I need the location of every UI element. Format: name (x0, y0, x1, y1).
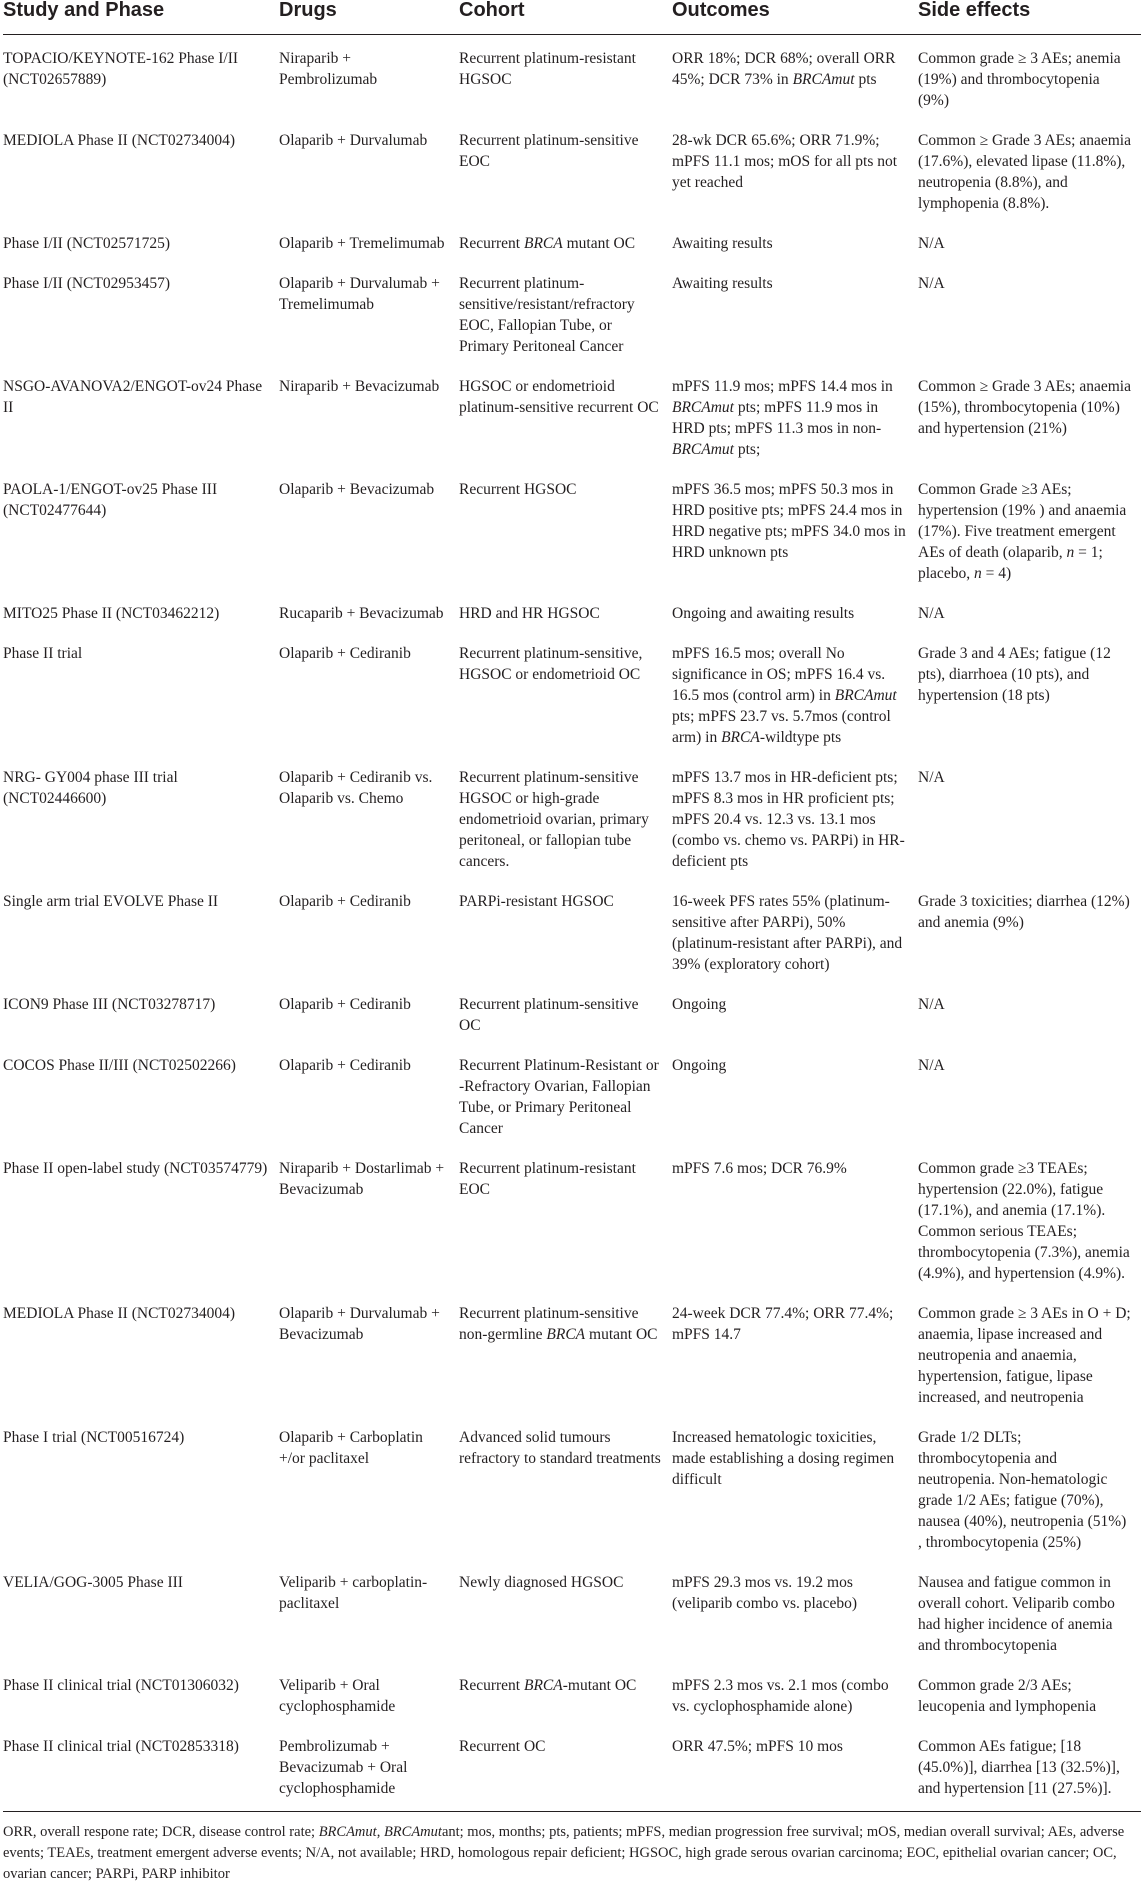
cell-outcomes: 28-wk DCR 65.6%; ORR 71.9%; mPFS 11.1 mos; mOS for all pts not yet reached (672, 132, 898, 191)
cell-drugs: Olaparib + Bevacizumab (279, 481, 435, 498)
cell-outcomes: mPFS 13.7 mos in HR-deficient pts; mPFS 8.3 mos in HR proficient pts; mPFS 20.4 vs. 12.3 vs. 13.1 mos (combo vs. chemo vs. PARPi) in HR-deficient pts (672, 769, 905, 870)
cell-outcomes: Ongoing and awaiting results (672, 605, 855, 622)
table-row (3, 1290, 1141, 1414)
cell-outcomes: Awaiting results (672, 275, 773, 292)
cell-outcomes: 24-week DCR 77.4%; ORR 77.4%; mPFS 14.7 (672, 1305, 894, 1343)
table-row (3, 35, 1141, 118)
cell-study: Phase II clinical trial (NCT02853318) (3, 1738, 239, 1755)
cell-cohort: Recurrent platinum-resistant EOC (459, 1160, 636, 1198)
cell-side-effects: Grade 3 and 4 AEs; fatigue (12 pts), diarrhoea (10 pts), and hypertension (18 pts) (918, 645, 1111, 704)
cell-study: MEDIOLA Phase II (NCT02734004) (3, 1305, 236, 1322)
cell-drugs: Olaparib + Cediranib (279, 893, 411, 910)
cell-outcomes: mPFS 36.5 mos; mPFS 50.3 mos in HRD positive pts; mPFS 24.4 mos in HRD negative pts; mPFS 34.0 mos in HRD unknown pts (672, 481, 906, 561)
cell-cohort: Recurrent OC (459, 1738, 546, 1755)
cell-side-effects: Common grade ≥ 3 AEs in O + D; anaemia, lipase increased and neutropenia and anaemia, hypertension, fatigue, lipase increased, and neutropenia (918, 1305, 1131, 1406)
table-row (3, 363, 1141, 466)
cell-study: PAOLA-1/ENGOT-ov25 Phase III (NCT02477644) (3, 481, 218, 519)
header-cohort: Cohort (459, 0, 672, 35)
cell-side-effects: Common ≥ Grade 3 AEs; anaemia (17.6%), elevated lipase (11.8%), neutropenia (8.8%), and lymphopenia (8.8%). (918, 132, 1131, 212)
cell-drugs: Niraparib + Bevacizumab (279, 378, 440, 395)
table-footnote: ORR, overall respone rate; DCR, disease control rate; BRCAmut, BRCAmutant; mos, months; pts, patients; mPFS, median progression free survival; mOS, median overall survival; AEs, adverse events; TEAEs, treatment emergent adverse events; N/A, not available; HRD, homologous repair deficient; HGSOC, high grade serous ovarian carcinoma; EOC, epithelial ovarian cancer; OC, ovarian cancer; PARPi, PARP inhibitor (3, 1824, 1125, 1882)
cell-drugs: Olaparib + Cediranib (279, 645, 411, 662)
cell-side-effects: Common grade 2/3 AEs; leucopenia and lymphopenia (918, 1677, 1097, 1715)
cell-outcomes: Increased hematologic toxicities, made establishing a dosing regimen difficult (672, 1429, 895, 1488)
table-row (3, 1723, 1141, 1811)
cell-side-effects: N/A (918, 769, 945, 786)
cell-cohort: Recurrent BRCA-mutant OC (459, 1677, 637, 1694)
cell-cohort: Recurrent platinum-resistant HGSOC (459, 50, 636, 88)
cell-outcomes: mPFS 11.9 mos; mPFS 14.4 mos in BRCAmut pts; mPFS 11.9 mos in HRD pts; mPFS 11.3 mos in non-BRCAmut pts; (672, 378, 893, 458)
table-row (3, 1559, 1141, 1662)
cell-cohort: Recurrent Platinum-Resistant or -Refractory Ovarian, Fallopian Tube, or Primary Peritoneal Cancer (459, 1057, 659, 1137)
cell-side-effects: Common grade ≥ 3 AEs; anemia (19%) and thrombocytopenia (9%) (918, 50, 1121, 109)
cell-outcomes: ORR 47.5%; mPFS 10 mos (672, 1738, 843, 1755)
cell-drugs: Olaparib + Durvalumab + Tremelimumab (279, 275, 440, 313)
cell-side-effects: Grade 1/2 DLTs; thrombocytopenia and neutropenia. Non-hematologic grade 1/2 AEs; fatigue (70%), nausea (40%), neutropenia (51%) , thrombocytopenia (25%) (918, 1429, 1127, 1551)
table-row (3, 260, 1141, 363)
cell-study: MITO25 Phase II (NCT03462212) (3, 605, 220, 622)
header-side-effects: Side effects (918, 0, 1141, 35)
cell-outcomes: ORR 18%; DCR 68%; overall ORR 45%; DCR 73% in BRCAmut pts (672, 50, 896, 88)
cell-cohort: PARPi-resistant HGSOC (459, 893, 614, 910)
cell-cohort: Newly diagnosed HGSOC (459, 1574, 624, 1591)
table-row (3, 981, 1141, 1042)
cell-outcomes: Ongoing (672, 996, 727, 1013)
cell-side-effects: N/A (918, 275, 945, 292)
table-row (3, 754, 1141, 878)
cell-study: COCOS Phase II/III (NCT02502266) (3, 1057, 236, 1074)
header-study: Study and Phase (3, 0, 279, 35)
cell-drugs: Olaparib + Durvalumab (279, 132, 428, 149)
table-row (3, 1145, 1141, 1290)
cell-side-effects: Common Grade ≥3 AEs; hypertension (19% ) and anaemia (17%). Five treatment emergent AEs of death (olaparib, n = 1; placebo, n = 4) (918, 481, 1127, 582)
cell-study: NSGO-AVANOVA2/ENGOT-ov24 Phase II (3, 378, 263, 416)
cell-study: Phase II trial (3, 645, 83, 662)
cell-study: NRG- GY004 phase III trial (NCT02446600) (3, 769, 178, 807)
cell-drugs: Olaparib + Durvalumab + Bevacizumab (279, 1305, 440, 1343)
cell-cohort: Recurrent platinum-sensitive/resistant/refractory EOC, Fallopian Tube, or Primary Peritoneal Cancer (459, 275, 635, 355)
cell-drugs: Olaparib + Cediranib (279, 996, 411, 1013)
cell-outcomes: 16-week PFS rates 55% (platinum-sensitive after PARPi), 50% (platinum-resistant after PARPi), and 39% (exploratory cohort) (672, 893, 903, 973)
cell-drugs: Olaparib + Carboplatin +/or paclitaxel (279, 1429, 423, 1467)
clinical-trials-table (3, 0, 1141, 1811)
cell-cohort: Recurrent platinum-sensitive HGSOC or high-grade endometrioid ovarian, primary peritoneal, or fallopian tube cancers. (459, 769, 649, 870)
cell-cohort: Recurrent platinum-sensitive OC (459, 996, 639, 1034)
cell-study: Phase II clinical trial (NCT01306032) (3, 1677, 239, 1694)
cell-outcomes: mPFS 16.5 mos; overall No significance in OS; mPFS 16.4 vs. 16.5 mos (control arm) in BRCAmut pts; mPFS 23.7 vs. 5.7mos (control arm) in BRCA-wildtype pts (672, 645, 897, 746)
cell-drugs: Veliparib + Oral cyclophosphamide (279, 1677, 396, 1715)
table-body (3, 35, 1141, 1812)
header-row (3, 0, 1141, 35)
header-drugs: Drugs (279, 0, 459, 35)
cell-study: Phase I/II (NCT02571725) (3, 235, 171, 252)
cell-drugs: Olaparib + Cediranib vs. Olaparib vs. Chemo (279, 769, 433, 807)
header-outcomes: Outcomes (672, 0, 918, 35)
cell-cohort: Recurrent platinum-sensitive non-germline BRCA mutant OC (459, 1305, 658, 1343)
cell-drugs: Olaparib + Tremelimumab (279, 235, 445, 252)
cell-cohort: Recurrent platinum-sensitive EOC (459, 132, 639, 170)
cell-side-effects: N/A (918, 605, 945, 622)
table-row (3, 1662, 1141, 1723)
table-row (3, 878, 1141, 981)
table-row (3, 117, 1141, 220)
cell-study: Phase I trial (NCT00516724) (3, 1429, 185, 1446)
table-row (3, 1042, 1141, 1145)
cell-outcomes: mPFS 2.3 mos vs. 2.1 mos (combo vs. cyclophosphamide alone) (672, 1677, 889, 1715)
cell-study: TOPACIO/KEYNOTE-162 Phase I/II (NCT02657889) (3, 50, 239, 88)
cell-outcomes: Awaiting results (672, 235, 773, 252)
cell-cohort: Recurrent BRCA mutant OC (459, 235, 636, 252)
cell-cohort: Recurrent HGSOC (459, 481, 577, 498)
table-row (3, 590, 1141, 630)
cell-study: Phase II open-label study (NCT03574779) (3, 1160, 268, 1177)
cell-study: Single arm trial EVOLVE Phase II (3, 893, 219, 910)
table-header (3, 0, 1141, 35)
cell-drugs: Niraparib + Pembrolizumab (279, 50, 378, 88)
cell-drugs: Rucaparib + Bevacizumab (279, 605, 444, 622)
cell-cohort: Recurrent platinum-sensitive, HGSOC or endometrioid OC (459, 645, 643, 683)
cell-cohort: HRD and HR HGSOC (459, 605, 600, 622)
cell-side-effects: Nausea and fatigue common in overall cohort. Veliparib combo had higher incidence of anemia and thrombocytopenia (918, 1574, 1115, 1654)
cell-side-effects: N/A (918, 235, 945, 252)
cell-side-effects: Common grade ≥3 TEAEs; hypertension (22.0%), fatigue (17.1%), and anemia (17.1%). Common serious TEAEs; thrombocytopenia (7.3%), anemia (4.9%), and hypertension (4.9%). (918, 1160, 1130, 1282)
cell-cohort: HGSOC or endometrioid platinum-sensitive recurrent OC (459, 378, 659, 416)
cell-study: MEDIOLA Phase II (NCT02734004) (3, 132, 236, 149)
cell-study: VELIA/GOG-3005 Phase III (3, 1574, 183, 1591)
table-row (3, 1414, 1141, 1559)
cell-outcomes: Ongoing (672, 1057, 727, 1074)
cell-side-effects: Common AEs fatigue; [18 (45.0%)], diarrhea [13 (32.5%)], and hypertension [11 (27.5%)]. (918, 1738, 1120, 1797)
cell-side-effects: Grade 3 toxicities; diarrhea (12%) and anemia (9%) (918, 893, 1130, 931)
table-row (3, 630, 1141, 754)
cell-study: ICON9 Phase III (NCT03278717) (3, 996, 216, 1013)
cell-side-effects: Common ≥ Grade 3 AEs; anaemia (15%), thrombocytopenia (10%) and hypertension (21%) (918, 378, 1131, 437)
cell-outcomes: mPFS 7.6 mos; DCR 76.9% (672, 1160, 847, 1177)
cell-side-effects: N/A (918, 1057, 945, 1074)
cell-side-effects: N/A (918, 996, 945, 1013)
table-row (3, 466, 1141, 590)
table-row (3, 220, 1141, 260)
cell-outcomes: mPFS 29.3 mos vs. 19.2 mos (veliparib combo vs. placebo) (672, 1574, 858, 1612)
cell-drugs: Olaparib + Cediranib (279, 1057, 411, 1074)
cell-drugs: Veliparib + carboplatin-paclitaxel (279, 1574, 428, 1612)
cell-cohort: Advanced solid tumours refractory to standard treatments (459, 1429, 661, 1467)
cell-drugs: Niraparib + Dostarlimab + Bevacizumab (279, 1160, 445, 1198)
cell-drugs: Pembrolizumab + Bevacizumab + Oral cyclophosphamide (279, 1738, 408, 1797)
cell-study: Phase I/II (NCT02953457) (3, 275, 171, 292)
